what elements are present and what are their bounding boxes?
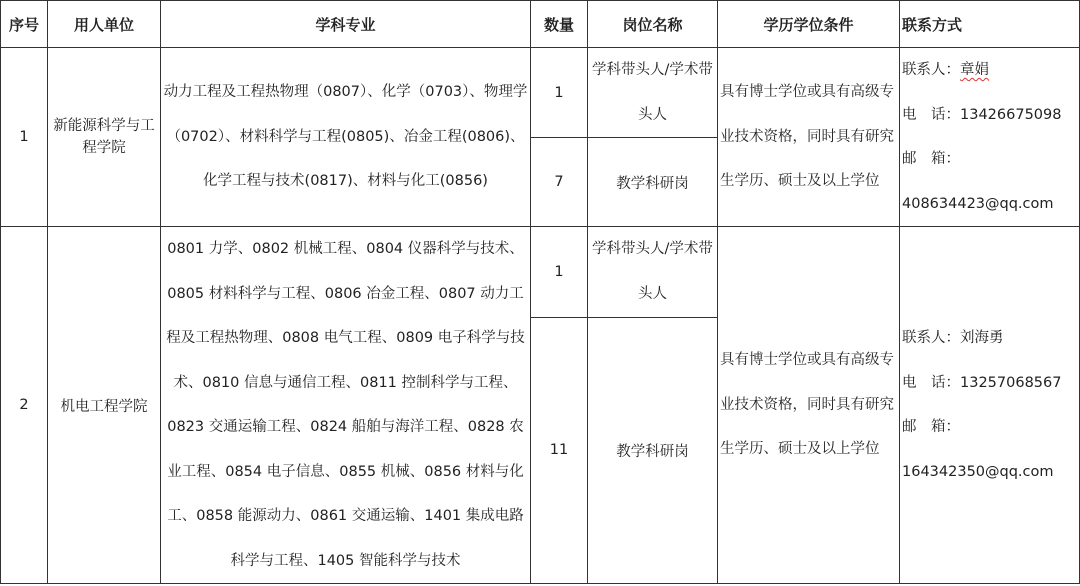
- header-unit: 用人单位: [48, 1, 161, 48]
- row2-contact-person: [902, 316, 1079, 361]
- header-education: 学历学位条件: [718, 1, 900, 48]
- row2-index: 2: [1, 227, 48, 584]
- header-position: 岗位名称: [588, 1, 718, 48]
- header-count: 数量: [531, 1, 588, 48]
- row2-education: [718, 227, 900, 584]
- row1-contact-email: [902, 137, 1079, 182]
- row1-index: 1: [1, 48, 48, 227]
- row1-position2-title: 教学科研岗: [588, 138, 718, 227]
- row2-contact-phone-label: 电 话：: [902, 374, 960, 391]
- row1-contact: [900, 48, 1080, 227]
- row1-contact-person-name: 章娟: [960, 62, 989, 78]
- row2-position1-title: [588, 227, 718, 318]
- table-row: [1, 48, 1080, 138]
- row2-position2-count: 11: [531, 317, 588, 583]
- row2-contact-phone-value[interactable]: 13257068567: [960, 374, 1062, 391]
- row2-education-text: 具有博士学位或具有高级专业技术资格，同时具有研究生学历、硕士及以上学位: [720, 352, 894, 458]
- row1-position2-count: 7: [531, 138, 588, 227]
- row1-contact-phone-value[interactable]: 13426675098: [960, 106, 1062, 123]
- row1-contact-email-value-line: [902, 182, 1079, 227]
- header-contact: 联系方式: [900, 1, 1080, 48]
- row2-contact-phone: [902, 361, 1079, 406]
- row1-education: [718, 48, 900, 227]
- row2-specialty-text: 0801 力学、0802 机械工程、0804 仪器科学与技术、0805 材料科学与工程、0806 冶金工程、0807 动力工程及工程热物理、0808 电气工程、0809 电子科学与技术、0810 信息与通信工程、0811 控制科学与工程、0823 交通运输工程、0824 船舶与海洋工程、0828 农业工程、0854 电子信息、0855 机械、0856 材料与化工、0858 能源动力、0861 交通运输、1401 集成电路科学与工程、1405 智能科学与技术: [166, 241, 525, 569]
- row2-specialty: [161, 227, 531, 584]
- row2-contact-person-label: 联系人：: [902, 330, 960, 346]
- row2-contact-email-value-line: [902, 450, 1079, 495]
- row1-unit: [48, 48, 161, 227]
- header-specialty: 学科专业: [161, 1, 531, 48]
- row2-position1-title-text: 学科带头人/学术带头人: [592, 241, 713, 302]
- row1-unit-text: 新能源科学与工程学院: [53, 118, 155, 156]
- row2-contact-email: [902, 405, 1079, 450]
- row1-position1-count: 1: [531, 48, 588, 138]
- row1-specialty-text: 动力工程及工程热物理（0807）、化学（0703）、物理学（0702）、材料科学与工程(0805)、冶金工程(0806)、化学工程与技术(0817)、材料与化工(0856): [163, 84, 528, 190]
- row1-contact-person-label: 联系人：: [902, 62, 960, 78]
- row1-contact-person: [902, 48, 1079, 93]
- row1-contact-email-value[interactable]: 408634423@qq.com: [902, 195, 1054, 212]
- row2-contact-email-value[interactable]: 164342350@qq.com: [902, 463, 1054, 480]
- row1-position1-title-text: 学科带头人/学术带头人: [592, 62, 713, 123]
- header-row: [1, 1, 1080, 48]
- row2-contact: [900, 227, 1080, 584]
- row2-unit: 机电工程学院: [48, 227, 161, 584]
- row1-contact-email-label: 邮 箱：: [902, 151, 960, 167]
- row1-education-text: 具有博士学位或具有高级专业技术资格，同时具有研究生学历、硕士及以上学位: [720, 84, 894, 190]
- row2-position2-title: 教学科研岗: [588, 317, 718, 583]
- row2-contact-email-label: 邮 箱：: [902, 419, 960, 435]
- row2-position1-count: 1: [531, 227, 588, 318]
- row2-contact-person-name: 刘海勇: [960, 330, 1004, 346]
- row1-contact-phone-label: 电 话：: [902, 106, 960, 123]
- row1-position1-title: [588, 48, 718, 138]
- row1-contact-phone: [902, 93, 1079, 138]
- table-row: [1, 227, 1080, 318]
- header-index: 序号: [1, 1, 48, 48]
- row1-specialty: [161, 48, 531, 227]
